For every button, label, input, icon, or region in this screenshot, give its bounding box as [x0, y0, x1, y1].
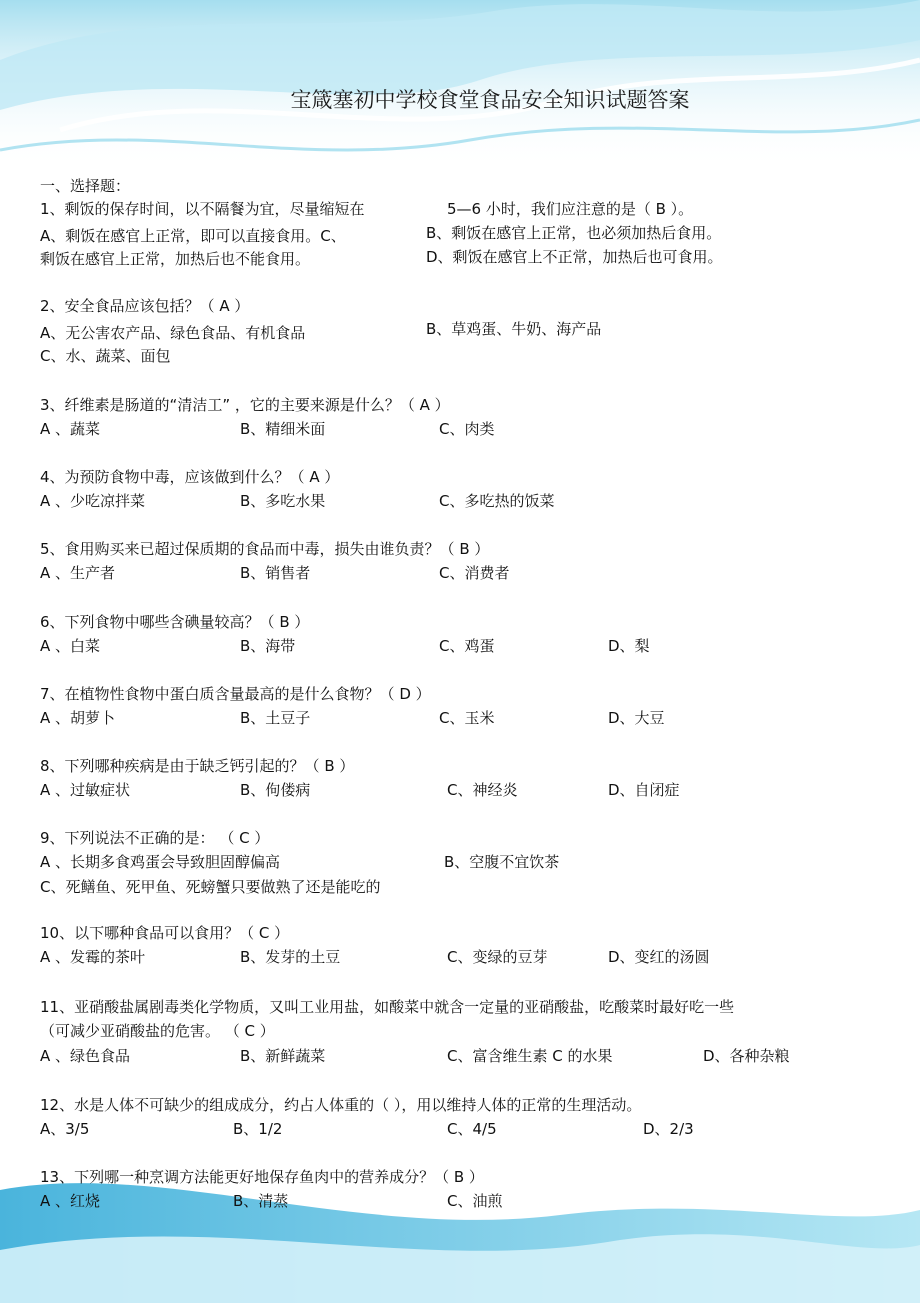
question-1: 1、剩饭的保存时间，以不隔餐为宜，尽量缩短在	[40, 200, 365, 218]
q11-option-b: B、新鲜蔬菜	[240, 1047, 326, 1065]
q10-option-d: D、变红的汤圆	[608, 948, 710, 966]
q13-option-b: B、清蒸	[233, 1192, 289, 1210]
q7-option-d: D、大豆	[608, 709, 665, 727]
q4-option-b: B、多吃水果	[240, 492, 326, 510]
q7-option-a: A 、胡萝卜	[40, 709, 116, 727]
q2-option-b: B、草鸡蛋、牛奶、海产品	[426, 320, 602, 338]
question-6: 6、下列食物中哪些含碘量较高？（ B ）	[40, 613, 310, 631]
q3-option-b: B、精细米面	[240, 420, 326, 438]
q9-option-a: A 、长期多食鸡蛋会导致胆固醇偏高	[40, 853, 281, 871]
q3-option-a: A 、蔬菜	[40, 420, 101, 438]
q12-option-b: B、1/2	[233, 1120, 283, 1138]
q7-option-b: B、土豆子	[240, 709, 311, 727]
question-8: 8、下列哪种疾病是由于缺乏钙引起的？（ B ）	[40, 757, 355, 775]
q11-option-a: A 、绿色食品	[40, 1047, 131, 1065]
q5-option-c: C、消费者	[439, 564, 510, 582]
q2-option-c: C、水、蔬菜、面包	[40, 347, 171, 365]
q4-option-a: A 、少吃凉拌菜	[40, 492, 146, 510]
question-10: 10、以下哪种食品可以食用？（ C ）	[40, 924, 290, 942]
q8-option-c: C、神经炎	[447, 781, 518, 799]
question-5: 5、食用购买来已超过保质期的食品而中毒，损失由谁负责？（ B ）	[40, 540, 490, 558]
q1-option-c: 剩饭在感官上正常，加热后也不能食用。	[40, 250, 311, 268]
q4-option-c: C、多吃热的饭菜	[439, 492, 555, 510]
section-heading: 一、选择题：	[40, 177, 131, 195]
q8-option-a: A 、过敏症状	[40, 781, 131, 799]
q6-option-b: B、海带	[240, 637, 296, 655]
q6-option-d: D、梨	[608, 637, 650, 655]
q9-option-c: C、死鳝鱼、死甲鱼、死螃蟹只要做熟了还是能吃的	[40, 878, 381, 896]
q2-option-a: A、无公害农产品、绿色食品、有机食品	[40, 324, 306, 342]
q13-option-c: C、油煎	[447, 1192, 503, 1210]
question-7: 7、在植物性食物中蛋白质含量最高的是什么食物？（ D ）	[40, 685, 431, 703]
q10-option-b: B、发芽的土豆	[240, 948, 341, 966]
question-1-tail: 5—6 小时，我们应注意的是（ B ）。	[447, 200, 694, 218]
q6-option-c: C、鸡蛋	[439, 637, 495, 655]
question-11-line2: （可减少亚硝酸盐的危害。 （ C ）	[40, 1022, 275, 1040]
q6-option-a: A 、白菜	[40, 637, 101, 655]
q12-option-d: D、2/3	[643, 1120, 694, 1138]
q13-option-a: A 、红烧	[40, 1192, 101, 1210]
q10-option-c: C、变绿的豆芽	[447, 948, 548, 966]
question-12: 12、水是人体不可缺少的组成成分，约占人体重的（ ），用以维持人体的正常的生理活动。	[40, 1096, 642, 1114]
q1-option-a: A、剩饭在感官上正常，即可以直接食用。C、	[40, 227, 346, 245]
question-11: 11、亚硝酸盐属剧毒类化学物质，又叫工业用盐，如酸菜中就含一定量的亚硝酸盐，吃酸菜时最好吃一些	[40, 998, 735, 1016]
q5-option-a: A 、生产者	[40, 564, 116, 582]
question-13: 13、下列哪一种烹调方法能更好地保存鱼肉中的营养成分？（ B ）	[40, 1168, 484, 1186]
q11-option-c: C、富含维生素 C 的水果	[447, 1047, 613, 1065]
question-9: 9、下列说法不正确的是： （ C ）	[40, 829, 270, 847]
q1-option-d: D、剩饭在感官上不正常，加热后也可食用。	[426, 248, 723, 266]
question-3: 3、纤维素是肠道的“清洁工” ，它的主要来源是什么？（ A ）	[40, 396, 450, 414]
q10-option-a: A 、发霉的茶叶	[40, 948, 146, 966]
q12-option-a: A、3/5	[40, 1120, 90, 1138]
q11-option-d: D、各种杂粮	[703, 1047, 790, 1065]
question-4: 4、为预防食物中毒，应该做到什么？（ A ）	[40, 468, 340, 486]
q8-option-b: B、佝偻病	[240, 781, 311, 799]
q12-option-c: C、4/5	[447, 1120, 497, 1138]
page-title: 宝箴塞初中学校食堂食品安全知识试题答案	[290, 88, 690, 112]
q5-option-b: B、销售者	[240, 564, 311, 582]
q1-option-b: B、剩饭在感官上正常，也必须加热后食用。	[426, 224, 722, 242]
q9-option-b: B、空腹不宜饮茶	[444, 853, 560, 871]
q3-option-c: C、肉类	[439, 420, 495, 438]
question-2: 2、安全食品应该包括？（ A ）	[40, 297, 250, 315]
q8-option-d: D、自闭症	[608, 781, 680, 799]
q7-option-c: C、玉米	[439, 709, 495, 727]
